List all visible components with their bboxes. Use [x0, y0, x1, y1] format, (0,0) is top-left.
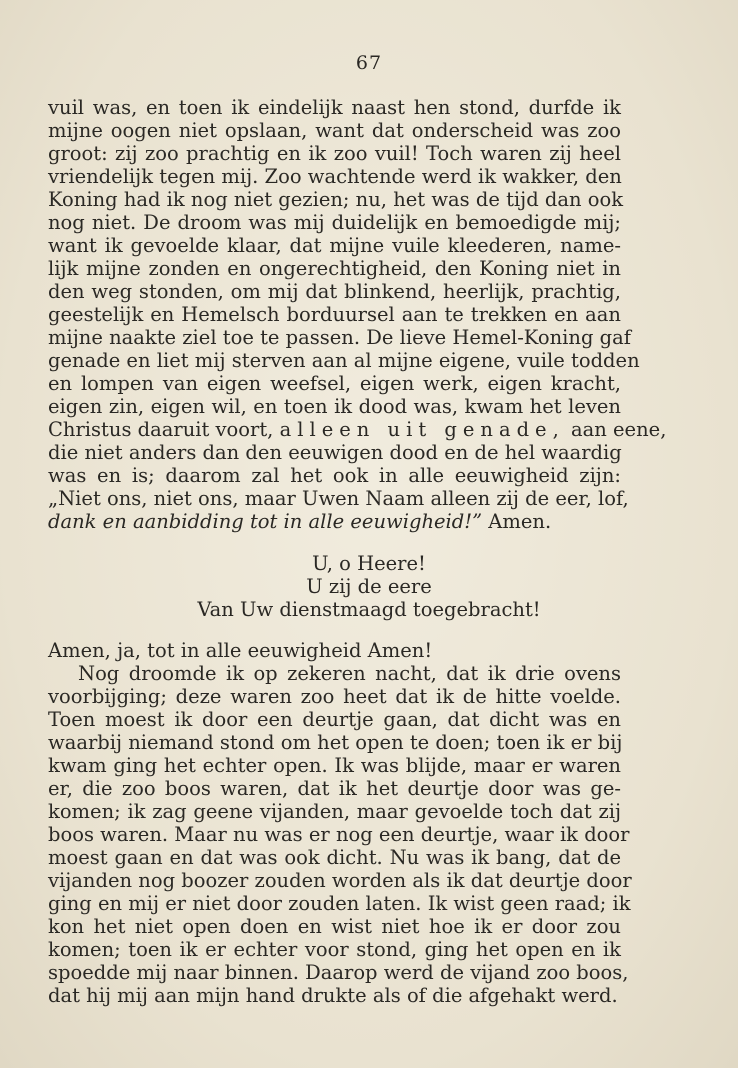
text-line [48, 418, 667, 441]
text-line: boos waren. Maar nu was er nog een deurtje, waar ik door [48, 823, 630, 846]
text-line: komen; ik zag geene vijanden, maar gevoelde toch dat zij [48, 800, 621, 823]
text-line: ging en mij er niet door zouden laten. Ik wist geen raad; ik [48, 892, 631, 915]
text-line: komen; toen ik er echter voor stond, ging het open en ik [48, 938, 621, 961]
text-line [48, 511, 621, 533]
text-line: Nog droomde ik op zekeren nacht, dat ik drie ovens [78, 662, 621, 685]
verse-line: U, o Heere! [312, 552, 426, 575]
text-line: Koning had ik nog niet gezien; nu, het was de tijd dan ook [48, 188, 624, 211]
verse-line: Van Uw dienstmaagd toegebracht! [197, 598, 541, 621]
text-line: vijanden nog boozer zouden worden als ik dat deurtje door [48, 869, 632, 892]
quote-line: „Niet ons, niet ons, maar Uwen Naam alleen zij de eer, lof, [48, 487, 629, 510]
text-line: kon het niet open doen en wist niet hoe ik er door zou [48, 915, 621, 938]
text-line: vriendelijk tegen mij. Zoo wachtende werd ik wakker, den [48, 165, 622, 188]
text-line: den weg stonden, om mij dat blinkend, heerlijk, prachtig, [48, 280, 621, 303]
text-line: moest gaan en dat was ook dicht. Nu was ik bang, dat de [48, 846, 621, 869]
page-number: 67 [355, 52, 383, 74]
text-line: vuil was, en toen ik eindelijk naast hen stond, durfde ik [48, 96, 621, 119]
text-line: geestelijk en Hemelsch borduursel aan te trekken en aan [48, 303, 621, 326]
text-segment: Amen. [488, 510, 552, 533]
text-line: spoedde mij naar binnen. Daarop werd de vijand zoo boos, [48, 961, 629, 984]
text-line: er, die zoo boos waren, dat ik het deurtje door was ge- [48, 777, 621, 800]
quote-segment: dank en aanbidding tot in alle eeuwigheid!” [48, 510, 483, 533]
text-line: Amen, ja, tot in alle eeuwigheid Amen! [48, 639, 433, 662]
verse-line: U zij de eere [306, 575, 432, 598]
text-segment: aan eene, [571, 418, 667, 441]
text-line: lijk mijne zonden en ongerechtigheid, den Koning niet in [48, 257, 621, 280]
text-line: dat hij mij aan mijn hand drukte als of die afgehakt werd. [48, 984, 618, 1007]
text-line: mijne naakte ziel toe te passen. De lieve Hemel-Koning gaf [48, 326, 631, 349]
text-line: kwam ging het echter open. Ik was blijde, maar er waren [48, 754, 621, 777]
text-segment: Christus daaruit voort, [48, 418, 274, 441]
text-line: mijne oogen niet opslaan, want dat onderscheid was zoo [48, 119, 621, 142]
text-line: en lompen van eigen weefsel, eigen werk, eigen kracht, [48, 372, 621, 395]
text-line: was en is; daarom zal het ook in alle eeuwigheid zijn: [48, 464, 621, 487]
emphasis-spaced: alleen uit genade, [279, 418, 565, 441]
text-line: waarbij niemand stond om het open te doen; toen ik er bij [48, 731, 623, 754]
text-line: voorbijging; deze waren zoo heet dat ik de hitte voelde. [48, 685, 621, 708]
text-line: genade en liet mij sterven aan al mijne eigene, vuile todden [48, 349, 640, 372]
text-line: Toen moest ik door een deurtje gaan, dat dicht was en [48, 708, 621, 731]
text-line: die niet anders dan den eeuwigen dood en de hel waardig [48, 441, 622, 464]
text-line: groot: zij zoo prachtig en ik zoo vuil! Toch waren zij heel [48, 142, 621, 165]
text-line: nog niet. De droom was mij duidelijk en bemoedigde mij; [48, 211, 621, 234]
text-line: eigen zin, eigen wil, en toen ik dood was, kwam het leven [48, 395, 621, 418]
text-line: want ik gevoelde klaar, dat mijne vuile kleederen, name- [48, 234, 621, 257]
